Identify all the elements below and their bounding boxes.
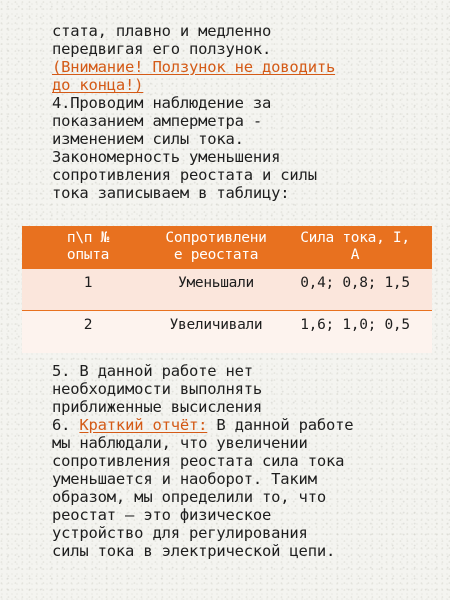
cell-current-values: 1,6; 1,0; 0,5 [278, 311, 432, 353]
header-rheostat-resistance: Сопротивлени е реостата [154, 226, 278, 269]
step-6-prefix: 6. [52, 416, 80, 434]
table-header-row [22, 226, 432, 269]
instructions-bottom [52, 362, 447, 560]
instruction-line-1: стата, плавно и медленно [52, 22, 272, 40]
step-4-text: 4.Проводим наблюдение за показанием амперметра - изменением силы тока. Закономерность уменьшения сопротивления реостата и силы тока записываем в таблицу: [52, 94, 317, 202]
cell-current-values: 0,4; 0,8; 1,5 [278, 269, 432, 311]
header-experiment-number: п\п № опыта [22, 226, 154, 269]
step-5-text: 5. В данной работе нет необходимости выполнять приближенные высисления [52, 362, 263, 416]
instructions-top [52, 22, 447, 202]
short-report-label: Краткий отчёт: [79, 416, 208, 434]
cell-experiment-number: 2 [22, 311, 154, 353]
cell-resistance-change: Увеличивали [154, 311, 278, 353]
table-row [22, 311, 432, 353]
results-table [22, 226, 432, 353]
instruction-line-2: передвигая его ползунок. [52, 40, 272, 58]
cell-experiment-number: 1 [22, 269, 154, 311]
cell-resistance-change: Уменьшали [154, 269, 278, 311]
warning-line-1: (Внимание! Ползунок не доводить [52, 58, 336, 76]
table-row [22, 269, 432, 311]
warning-line-2: до конца!) [52, 76, 144, 94]
step-6-text: В данной работе мы наблюдали, что увеличении сопротивления реостата сила тока уменьшается и наоборот. Таким образом, мы определили то, что реостат — это физическое устройство для регулирования силы тока в электрической цепи. [52, 416, 354, 560]
header-current: Сила тока, I, А [278, 226, 432, 269]
